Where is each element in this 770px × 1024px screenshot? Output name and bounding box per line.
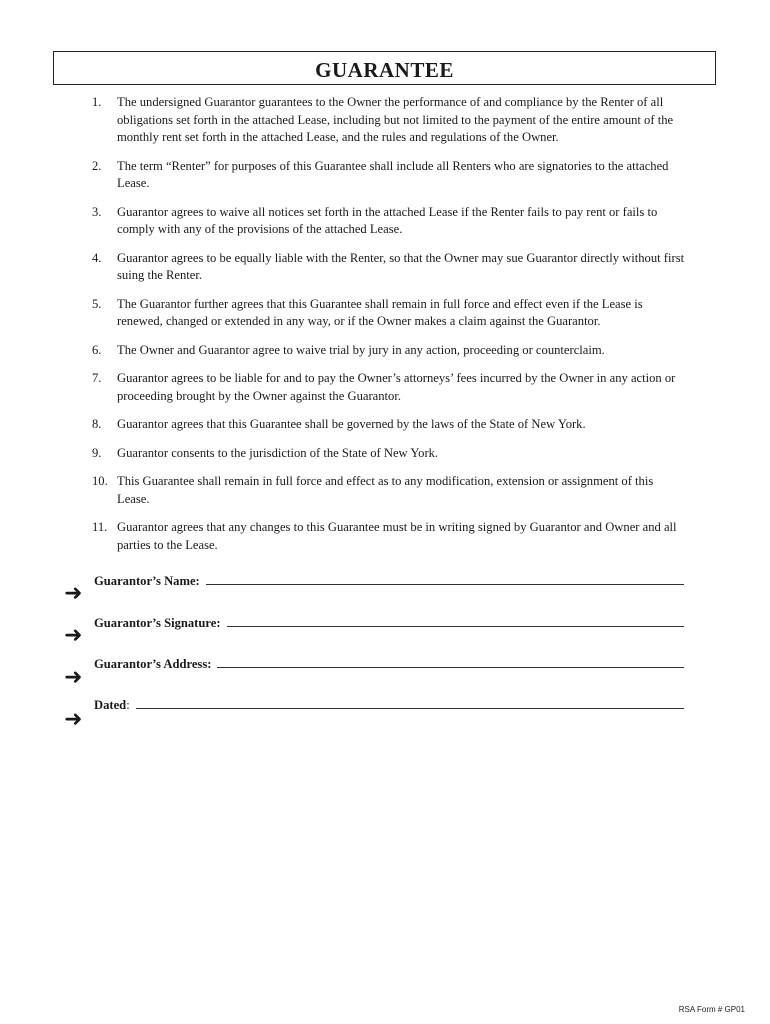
clause-item — [92, 94, 688, 147]
guarantor-name-label: Guarantor’s Name: — [94, 574, 200, 588]
clause-text: The Guarantor further agrees that this Guarantee shall remain in full force and effect even if the Lease is renewed, changed or extended in any way, or if the Owner makes a claim against the Guarantor. — [117, 296, 643, 328]
guarantor-name-field[interactable] — [94, 572, 684, 589]
arrow-right-icon: ➜ — [64, 623, 83, 648]
clause-number: 1. — [92, 95, 102, 109]
clause-item — [92, 445, 688, 463]
clause-number: 3. — [92, 204, 102, 219]
clause-text: Guarantor agrees to be liable for and to pay the Owner’s attorneys’ fees incurred by the Owner in any action or proceeding brought by the Owner against the Guarantor. — [117, 371, 676, 403]
clause-text: Guarantor agrees that any changes to this Guarantee must be in writing signed by Guarantor and Owner and all parties to the Lease. — [117, 520, 677, 552]
arrow-right-icon: ➜ — [64, 707, 83, 732]
clause-number: 6. — [92, 342, 102, 357]
clause-text: Guarantor agrees that this Guarantee shall be governed by the laws of the State of New York. — [117, 417, 586, 431]
clause-text: Guarantor agrees to waive all notices set forth in the attached Lease if the Renter fails to pay rent or fails to comply with any of the provisions of the attached Lease. — [117, 204, 658, 236]
clause-text: The term “Renter” for purposes of this Guarantee shall include all Renters who are signatories to the attached Lease. — [117, 158, 669, 190]
clause-number: 10. — [92, 474, 108, 488]
guarantor-signature-line[interactable] — [227, 614, 684, 627]
dated-label: Dated — [94, 698, 127, 712]
clause-item — [92, 250, 688, 285]
guarantor-signature-field[interactable] — [94, 614, 684, 631]
clause-item — [92, 158, 688, 193]
guarantor-address-field[interactable] — [94, 655, 684, 672]
clause-number: 7. — [92, 371, 102, 385]
clause-text: This Guarantee shall remain in full force and effect as to any modification, extension or assignment of this Lease. — [117, 474, 654, 506]
guarantor-name-line[interactable] — [206, 572, 684, 585]
guarantor-address-label: Guarantor’s Address: — [94, 657, 212, 671]
clause-text: The undersigned Guarantor guarantees to the Owner the performance of and compliance by the Renter of all obligations set forth in the attached Lease, including but not limited to the payment of the entire amount of the monthly rent set forth in the attached Lease, and the rules and regulations of the Owner. — [117, 95, 674, 144]
guarantor-signature-label: Guarantor’s Signature: — [94, 616, 221, 630]
clause-item — [92, 473, 688, 508]
arrow-right-icon: ➜ — [64, 581, 83, 606]
clause-text: The Owner and Guarantor agree to waive trial by jury in any action, proceeding or counterclaim. — [117, 342, 605, 357]
clause-text: Guarantor agrees to be equally liable with the Renter, so that the Owner may sue Guarantor directly without first suing the Renter. — [117, 250, 685, 282]
clause-number: 9. — [92, 445, 102, 460]
clause-number: 5. — [92, 296, 102, 311]
form-footer: RSA Form # GP01 — [678, 1005, 745, 1014]
clause-text: Guarantor consents to the jurisdiction of the State of New York. — [117, 445, 439, 460]
clause-number: 11. — [92, 520, 108, 534]
clause-item — [92, 342, 688, 360]
clause-item — [92, 370, 688, 405]
clause-item — [92, 204, 688, 239]
clause-item — [92, 416, 688, 434]
clause-number: 2. — [92, 158, 102, 173]
dated-field[interactable] — [94, 696, 684, 713]
title-box — [53, 51, 716, 85]
clause-list — [92, 94, 688, 565]
dated-line[interactable] — [136, 696, 684, 709]
clause-item — [92, 296, 688, 331]
clause-item — [92, 519, 688, 554]
clause-number: 8. — [92, 417, 102, 431]
guarantor-address-line[interactable] — [217, 655, 684, 668]
page-title: GUARANTEE — [315, 57, 454, 82]
clause-number: 4. — [92, 250, 102, 265]
dated-colon: : — [126, 698, 130, 712]
arrow-right-icon: ➜ — [64, 665, 83, 690]
